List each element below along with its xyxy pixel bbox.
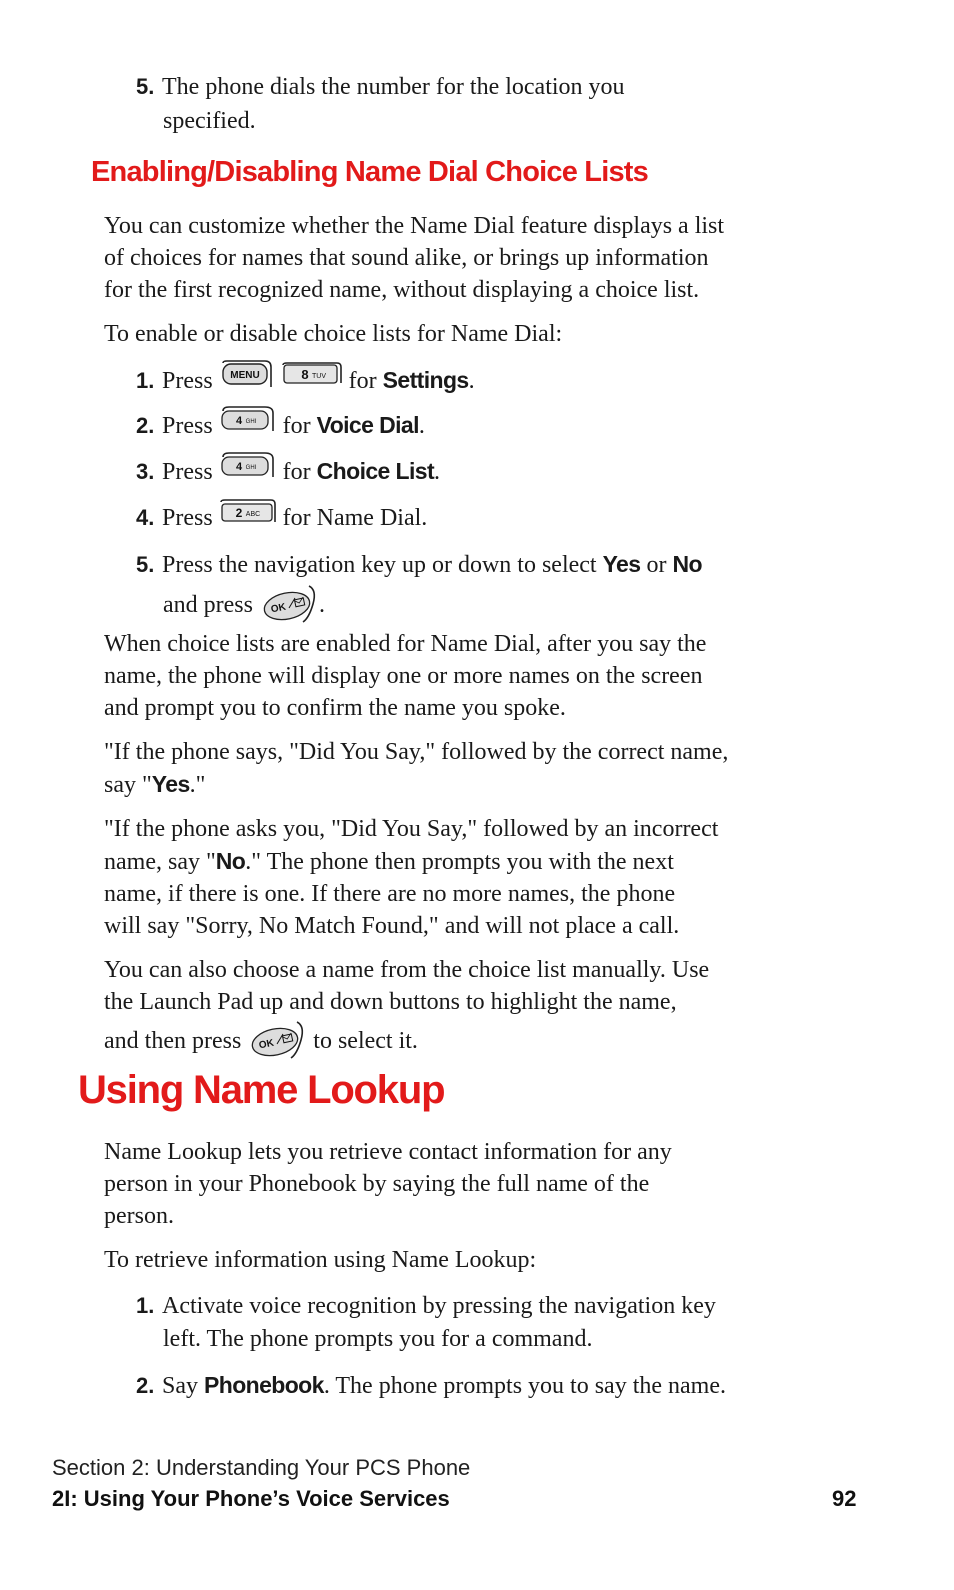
lookup-step-1 [136, 1290, 716, 1322]
top-step-continuation [163, 105, 256, 137]
step-text: Press [162, 413, 213, 440]
key-number: 2 [235, 506, 243, 520]
step-1 [136, 362, 475, 403]
intro-text: To retrieve information using Name Lookup: [104, 1247, 537, 1273]
paragraph-customize [104, 210, 724, 306]
paragraph-manual-choice [104, 954, 709, 1018]
step-punct: . [434, 459, 441, 486]
footer-section: Section 2: Understanding Your PCS Phone [52, 1455, 471, 1480]
key-label: OK [258, 1037, 276, 1052]
key-number: 8 [301, 367, 309, 382]
text-line: of choices for names that sound alike, or brings up information [104, 245, 709, 271]
step-text: Activate voice recognition by pressing the navigation key [162, 1293, 716, 1319]
step-punct: . [418, 413, 425, 440]
step-3 [136, 454, 440, 493]
text-line: You can customize whether the Name Dial feature displays a list [104, 213, 725, 239]
footer-chapter: 2I: Using Your Phone’s Voice Services [52, 1486, 450, 1511]
step-number: 5. [136, 74, 155, 99]
step-2 [136, 408, 425, 447]
text-line: When choice lists are enabled for Name Dial, after you say the [104, 631, 707, 657]
text-line: You can also choose a name from the choice list manually. Use [104, 957, 710, 983]
step-number: 2. [136, 413, 155, 439]
text-line: and prompt you to confirm the name you spoke. [104, 695, 566, 721]
text-run: name, say " [104, 849, 216, 875]
text-line [104, 845, 718, 878]
key-letters: GHI [245, 419, 257, 425]
text-line: "If the phone asks you, "Did You Say," followed by an incorrect [104, 816, 719, 842]
main-heading: Using Name Lookup [78, 1068, 445, 1112]
step-punct: . [468, 368, 475, 395]
text-run: ." The phone then prompts you with the next [245, 849, 674, 875]
section-heading: Enabling/Disabling Name Dial Choice Lists [91, 156, 648, 188]
step-text: for [348, 368, 377, 395]
key-number: 4 [235, 415, 242, 427]
bold-term: No [215, 848, 246, 874]
step-bold-term: Voice Dial [316, 412, 419, 439]
step-text: Press [162, 505, 213, 532]
step-text: Say [162, 1373, 198, 1399]
text-line: person. [104, 1203, 174, 1229]
text-line: will say "Sorry, No Match Found," and will not place a call. [104, 913, 680, 939]
key-letters: ABC [245, 511, 260, 518]
text-line [104, 768, 728, 801]
step-punct: . [318, 592, 325, 619]
step-bold-term: Choice List [316, 458, 435, 485]
text-line: name, if there is one. If there are no more names, the phone [104, 881, 676, 907]
step-text: or [646, 552, 667, 578]
step-5 [136, 548, 702, 581]
key-label: OK [269, 601, 287, 616]
text-line: the Launch Pad up and down buttons to highlight the name, [104, 989, 677, 1015]
paragraph-name-lookup [104, 1136, 672, 1232]
step-text: . The phone prompts you to say the name. [323, 1373, 726, 1399]
text-run: say " [104, 772, 152, 798]
step-text: Press [162, 368, 213, 395]
step-text: Press the navigation key up or down to select [162, 552, 597, 578]
step-number: 2. [136, 1373, 155, 1398]
four-key-icon [219, 451, 277, 490]
page-number: 92 [832, 1486, 857, 1511]
paragraph-correct-name [104, 736, 728, 801]
step-number: 1. [136, 1293, 155, 1318]
lookup-step-1-continuation [163, 1323, 592, 1355]
step-number: 1. [136, 368, 155, 394]
text-line: Name Lookup lets you retrieve contact information for any [104, 1139, 672, 1165]
four-key-icon [219, 405, 277, 444]
text-run: ." [189, 772, 206, 798]
eight-key-icon [281, 361, 343, 398]
intro-text: To enable or disable choice lists for Name Dial: [104, 321, 563, 347]
key-label: MENU [229, 370, 260, 381]
key-number: 4 [235, 461, 242, 473]
step-text: for [282, 459, 311, 486]
ok-key-icon [259, 584, 319, 633]
bold-term: Yes [151, 771, 190, 797]
paragraph-choice-enabled [104, 628, 706, 724]
step-bold-term: Yes [602, 551, 641, 577]
step-text: left. The phone prompts you for a command. [163, 1326, 593, 1352]
lookup-step-2 [136, 1369, 726, 1402]
step-5-continuation [163, 582, 325, 631]
menu-key-icon [219, 359, 275, 400]
key-letters: GHI [245, 465, 257, 471]
step-text: for [282, 413, 311, 440]
text-line: for the first recognized name, without displaying a choice list. [104, 277, 700, 303]
key-letters: TUV [311, 373, 326, 380]
step-text: Press [162, 459, 213, 486]
text-run: and then press [104, 1028, 242, 1055]
two-key-icon [219, 498, 277, 535]
step-bold-term: Settings [382, 367, 469, 394]
step-text: and press [163, 592, 253, 619]
paragraph-manual-choice-end [104, 1018, 418, 1067]
paragraph-incorrect-name [104, 813, 718, 942]
step-number: 4. [136, 505, 155, 531]
step-text: specified. [163, 108, 256, 134]
text-line: "If the phone says, "Did You Say," followed by the correct name, [104, 739, 729, 765]
step-bold-term: No [672, 551, 702, 577]
step-text: The phone dials the number for the location you [162, 74, 625, 100]
top-step [136, 71, 625, 103]
text-run: to select it. [313, 1028, 418, 1055]
ok-key-icon [247, 1020, 307, 1069]
text-line: person in your Phonebook by saying the full name of the [104, 1171, 650, 1197]
step-number: 5. [136, 552, 155, 577]
step-text: for Name Dial. [282, 505, 428, 532]
step-4 [136, 501, 427, 538]
step-bold-term: Phonebook [204, 1372, 324, 1398]
step-number: 3. [136, 459, 155, 485]
text-line: name, the phone will display one or more names on the screen [104, 663, 703, 689]
